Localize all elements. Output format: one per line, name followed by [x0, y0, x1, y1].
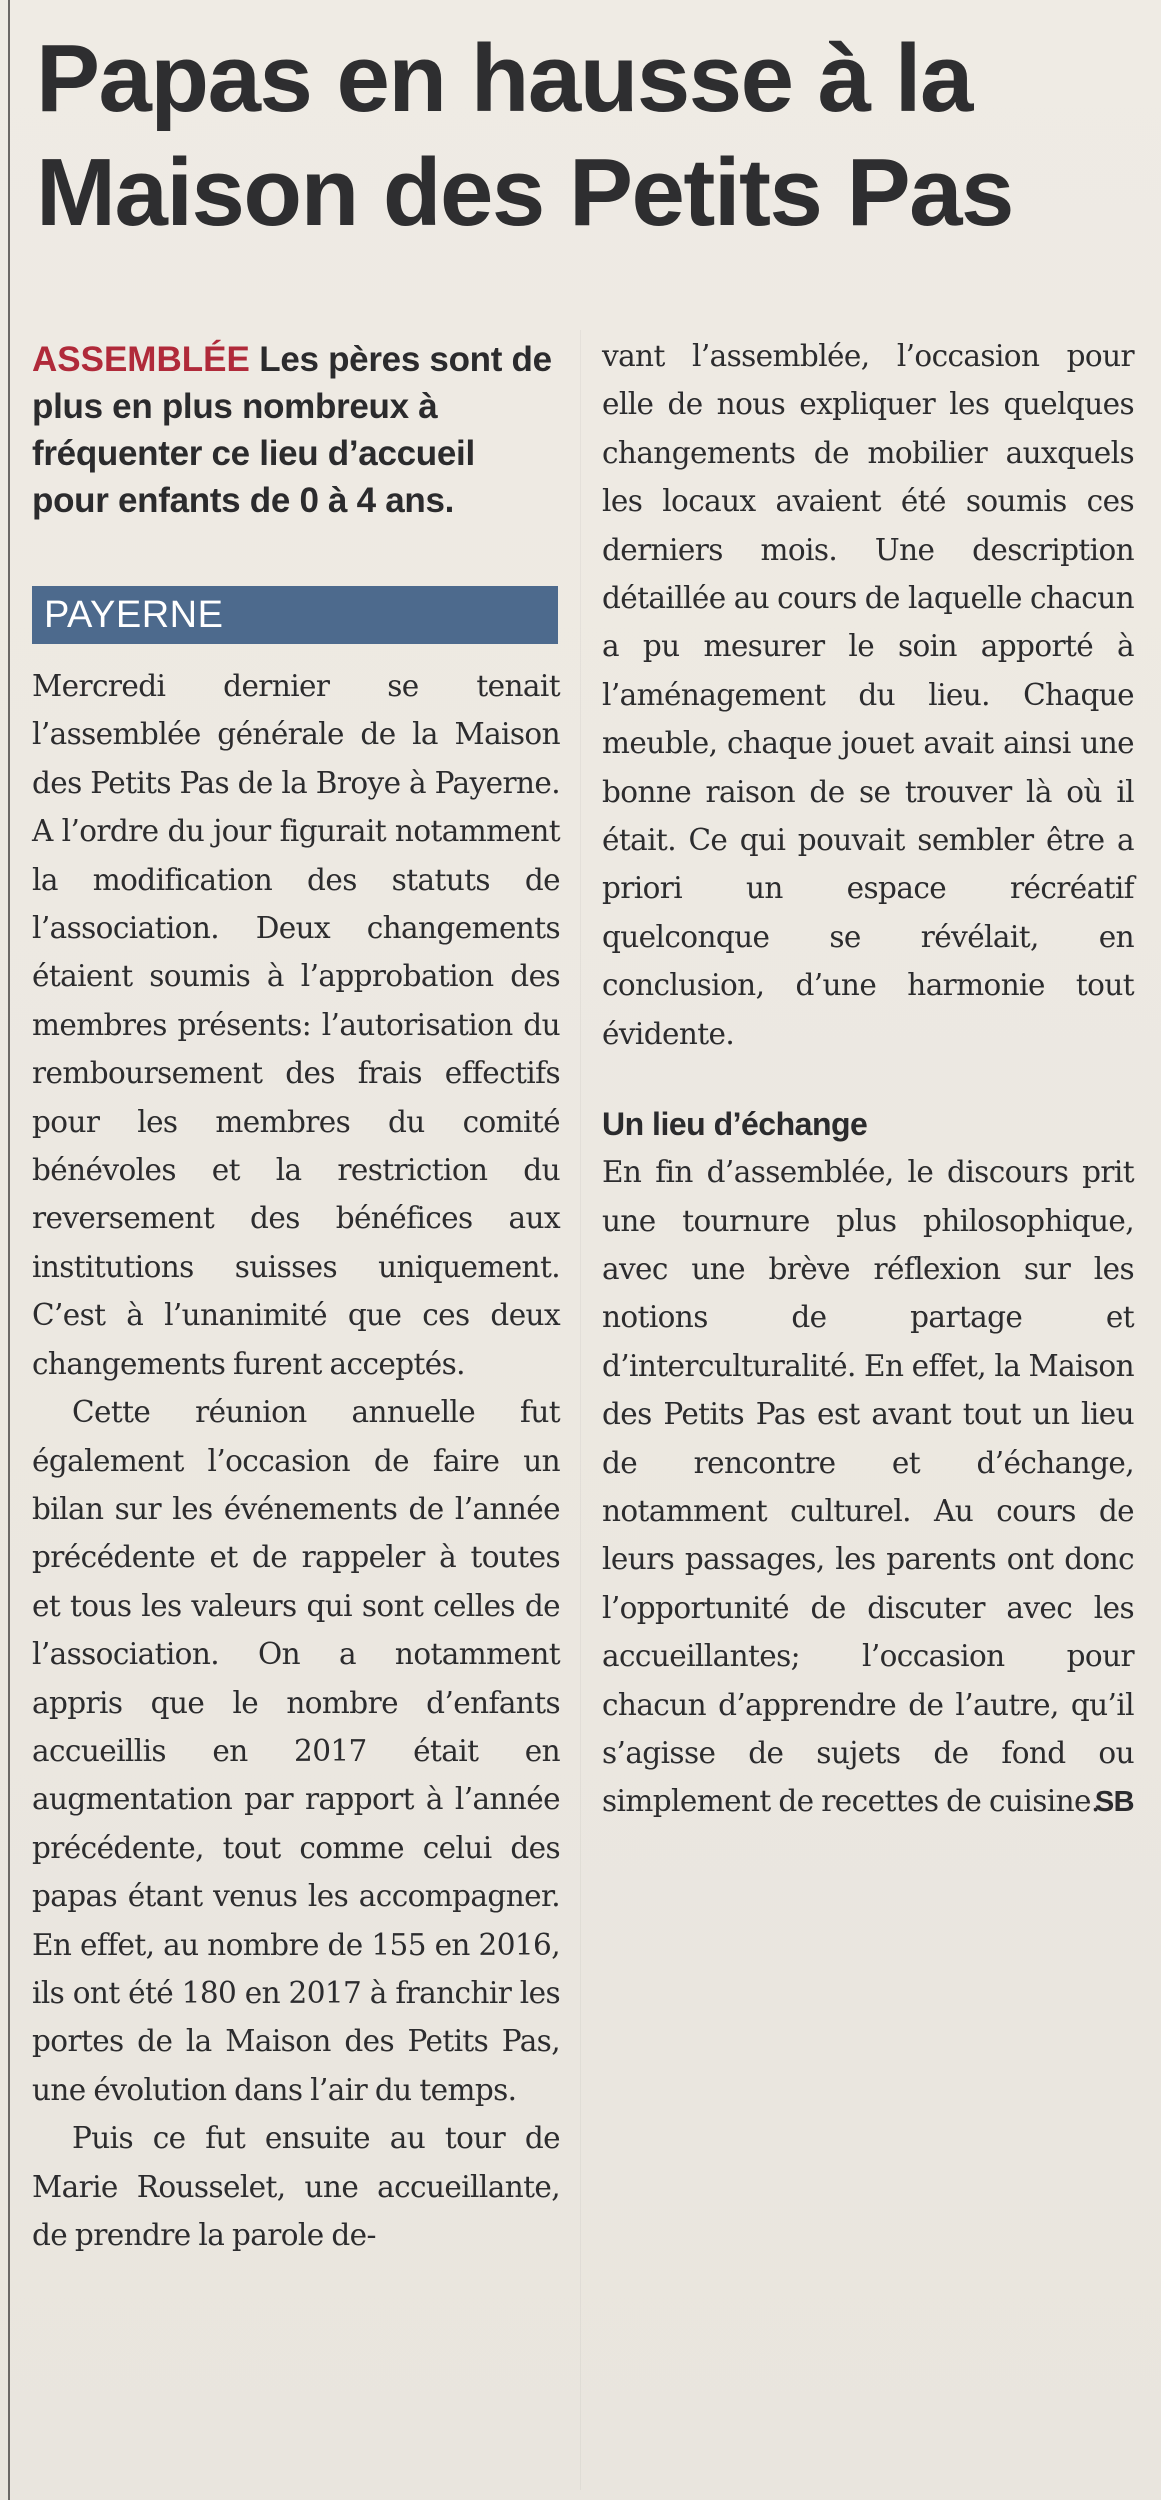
body-column-right	[602, 332, 1134, 1826]
headline-line-2: Maison des Petits Pas	[36, 139, 1013, 246]
column-rule	[8, 0, 10, 2500]
paragraph-4-text: En fin d’assemblée, le discours prit une tournure plus philosophique, avec une brève réflexion sur les notions de partage et d’interculturalité. En effet, la Maison des Petits Pas est avant tout un lieu de rencontre et d’échange, notamment culturel. Au cours de leurs passages, les parents ont donc l’opportunité de discuter avec les accueillantes; l’occasion pour chacun d’apprendre de l’autre, qu’il s’agisse de sujets de fond ou simplement de recettes de cuisine.	[602, 1155, 1134, 1819]
headline-line-1: Papas en hausse à la	[36, 25, 972, 132]
paragraph-3-start: Puis ce fut ensuite au tour de Marie Rousselet, une accueillante, de prendre la parole de-	[32, 2121, 560, 2252]
article-headline	[36, 22, 1136, 250]
lead-kicker: ASSEMBLÉE	[32, 340, 250, 379]
gutter-divider	[580, 330, 581, 2490]
paragraph-3-continued: vant l’assemblée, l’occasion pour elle de nous expliquer les quelques changements de mobilier auxquels les locaux avaient été soumis ces derniers mois. Une description détaillée au cours de laquelle chacun a pu mesurer le soin apporté à l’aménagement du lieu. Chaque meuble, chaque jouet avait ainsi une bonne raison de se trouver là où il était. Ce qui pouvait sembler être a priori un espace récréatif quelconque se révélait, en conclusion, d’une harmonie tout évidente.	[602, 339, 1134, 1051]
location-label: PAYERNE	[44, 594, 224, 636]
paragraph-4	[602, 1148, 1134, 1826]
paragraph-1: Mercredi dernier se tenait l’assemblée générale de la Maison des Petits Pas de la Broye à Payerne. A l’ordre du jour figurait notamment la modification des statuts de l’association. Deux changements étaient soumis à l’approbation des membres présents: l’autorisation du remboursement des frais effectifs pour les membres du comité bénévoles et la restriction du reversement des bénéfices aux institutions suisses uniquement. C’est à l’unanimité que ces deux changements furent acceptés.	[32, 669, 560, 1381]
paragraph-2: Cette réunion annuelle fut également l’occasion de faire un bilan sur les événements de l’année précédente et de rappeler à toutes et tous les valeurs qui sont celles de l’association. On a notamment appris que le nombre d’enfants accueillis en 2017 était en augmentation par rapport à l’année précédente, tout comme celui des papas étant venus les accompagner. En effet, au nombre de 155 en 2016, ils ont été 180 en 2017 à franchir les portes de la Maison des Petits Pas, une évolution dans l’air du temps.	[32, 1395, 560, 2107]
author-signature: SB	[1094, 1785, 1134, 1818]
body-column-left	[32, 662, 560, 2259]
lead-text: Les pères sont de plus en plus nombreux à fréquenter ce lieu d’accueil pour enfants de 0 à 4 ans.	[32, 340, 552, 520]
article-lead	[32, 336, 560, 524]
location-bar	[32, 586, 558, 644]
subheading: Un lieu d’échange	[602, 1106, 868, 1143]
